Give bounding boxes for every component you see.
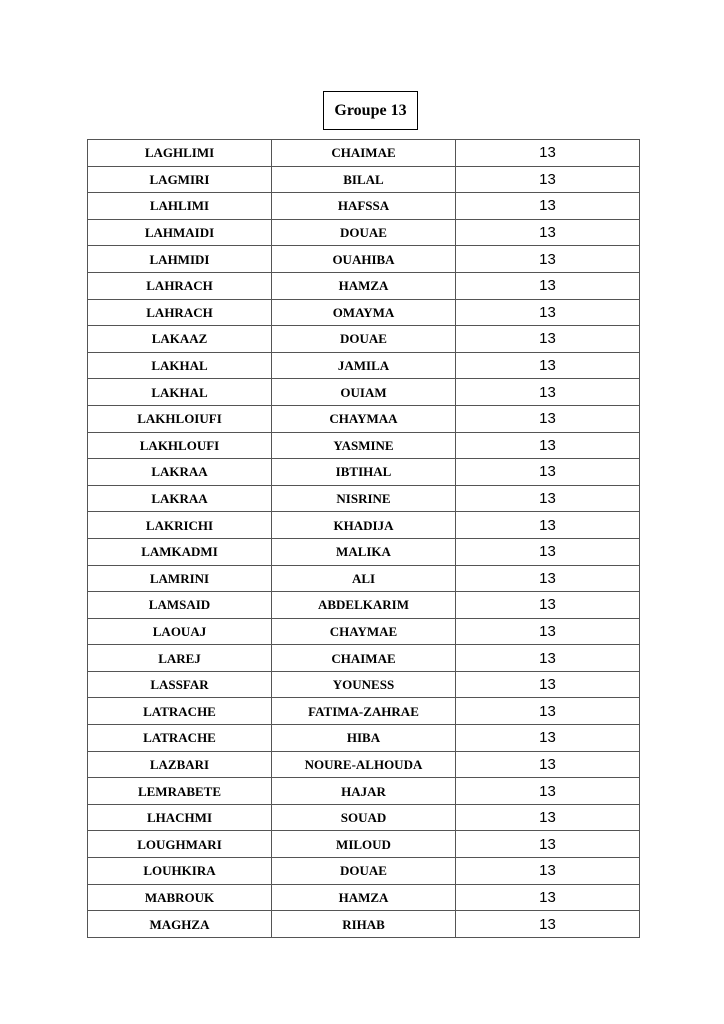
group-number-cell: 13	[456, 246, 640, 273]
first-name-cell: IBTIHAL	[272, 459, 456, 486]
first-name-cell: BILAL	[272, 166, 456, 193]
group-number-cell: 13	[456, 432, 640, 459]
table-row	[88, 565, 640, 592]
first-name-cell: NOURE-ALHOUDA	[272, 751, 456, 778]
first-name-cell: YOUNESS	[272, 671, 456, 698]
first-name-cell: RIHAB	[272, 911, 456, 938]
first-name-cell: OUIAM	[272, 379, 456, 406]
first-name-cell: YASMINE	[272, 432, 456, 459]
group-number-cell: 13	[456, 831, 640, 858]
table-row	[88, 166, 640, 193]
table-row	[88, 911, 640, 938]
last-name-cell: LATRACHE	[88, 698, 272, 725]
group-number-cell: 13	[456, 538, 640, 565]
first-name-cell: ALI	[272, 565, 456, 592]
table-row	[88, 432, 640, 459]
first-name-cell: JAMILA	[272, 352, 456, 379]
last-name-cell: LHACHMI	[88, 804, 272, 831]
last-name-cell: LAOUAJ	[88, 618, 272, 645]
group-number-cell: 13	[456, 884, 640, 911]
table-row	[88, 778, 640, 805]
last-name-cell: LAMSAID	[88, 592, 272, 619]
table-row	[88, 246, 640, 273]
group-number-cell: 13	[456, 671, 640, 698]
first-name-cell: KHADIJA	[272, 512, 456, 539]
first-name-cell: HAMZA	[272, 272, 456, 299]
table-row	[88, 884, 640, 911]
group-number-cell: 13	[456, 459, 640, 486]
table-row	[88, 831, 640, 858]
group-number-cell: 13	[456, 166, 640, 193]
group-number-cell: 13	[456, 485, 640, 512]
table-row	[88, 804, 640, 831]
first-name-cell: DOUAE	[272, 326, 456, 353]
last-name-cell: LAHRACH	[88, 272, 272, 299]
table-row	[88, 858, 640, 885]
last-name-cell: LOUHKIRA	[88, 858, 272, 885]
table-row	[88, 219, 640, 246]
last-name-cell: LAMKADMI	[88, 538, 272, 565]
group-number-cell: 13	[456, 698, 640, 725]
group-number-cell: 13	[456, 645, 640, 672]
first-name-cell: CHAYMAE	[272, 618, 456, 645]
group-number-cell: 13	[456, 219, 640, 246]
first-name-cell: HAFSSA	[272, 193, 456, 220]
group-number-cell: 13	[456, 778, 640, 805]
first-name-cell: HAJAR	[272, 778, 456, 805]
group-number-cell: 13	[456, 911, 640, 938]
group-number-cell: 13	[456, 804, 640, 831]
group-number-cell: 13	[456, 512, 640, 539]
last-name-cell: LAKHAL	[88, 352, 272, 379]
group-number-cell: 13	[456, 326, 640, 353]
table-row	[88, 645, 640, 672]
table-row	[88, 485, 640, 512]
group-number-cell: 13	[456, 565, 640, 592]
group-number-cell: 13	[456, 352, 640, 379]
first-name-cell: OUAHIBA	[272, 246, 456, 273]
first-name-cell: CHAYMAA	[272, 405, 456, 432]
first-name-cell: SOUAD	[272, 804, 456, 831]
last-name-cell: LAHLIMI	[88, 193, 272, 220]
group-number-cell: 13	[456, 618, 640, 645]
table-row	[88, 459, 640, 486]
table-row	[88, 326, 640, 353]
first-name-cell: DOUAE	[272, 219, 456, 246]
first-name-cell: OMAYMA	[272, 299, 456, 326]
first-name-cell: HAMZA	[272, 884, 456, 911]
page-title: Groupe 13	[323, 91, 418, 130]
last-name-cell: LAKAAZ	[88, 326, 272, 353]
first-name-cell: DOUAE	[272, 858, 456, 885]
group-number-cell: 13	[456, 379, 640, 406]
last-name-cell: LAHMIDI	[88, 246, 272, 273]
group-number-cell: 13	[456, 751, 640, 778]
last-name-cell: LATRACHE	[88, 725, 272, 752]
last-name-cell: LAKHLOIUFI	[88, 405, 272, 432]
group-number-cell: 13	[456, 858, 640, 885]
group-number-cell: 13	[456, 592, 640, 619]
table-row	[88, 512, 640, 539]
last-name-cell: LAKRICHI	[88, 512, 272, 539]
group-number-cell: 13	[456, 140, 640, 167]
first-name-cell: ABDELKARIM	[272, 592, 456, 619]
last-name-cell: LAKHLOUFI	[88, 432, 272, 459]
table-row	[88, 671, 640, 698]
first-name-cell: MALIKA	[272, 538, 456, 565]
group-number-cell: 13	[456, 193, 640, 220]
first-name-cell: CHAIMAE	[272, 140, 456, 167]
first-name-cell: FATIMA-ZAHRAE	[272, 698, 456, 725]
group-number-cell: 13	[456, 405, 640, 432]
last-name-cell: LASSFAR	[88, 671, 272, 698]
table-row	[88, 538, 640, 565]
last-name-cell: LAGMIRI	[88, 166, 272, 193]
first-name-cell: CHAIMAE	[272, 645, 456, 672]
table-row	[88, 140, 640, 167]
group-number-cell: 13	[456, 272, 640, 299]
table-row	[88, 379, 640, 406]
group-number-cell: 13	[456, 725, 640, 752]
last-name-cell: LAZBARI	[88, 751, 272, 778]
table-row	[88, 193, 640, 220]
last-name-cell: MABROUK	[88, 884, 272, 911]
table-row	[88, 272, 640, 299]
table-row	[88, 698, 640, 725]
table-row	[88, 405, 640, 432]
last-name-cell: LAKHAL	[88, 379, 272, 406]
table-row	[88, 751, 640, 778]
table-row	[88, 352, 640, 379]
last-name-cell: LAKRAA	[88, 485, 272, 512]
last-name-cell: LAKRAA	[88, 459, 272, 486]
last-name-cell: LEMRABETE	[88, 778, 272, 805]
last-name-cell: LOUGHMARI	[88, 831, 272, 858]
student-table	[87, 139, 640, 938]
table-row	[88, 299, 640, 326]
student-table-body	[88, 140, 640, 938]
last-name-cell: LAHMAIDI	[88, 219, 272, 246]
last-name-cell: LAGHLIMI	[88, 140, 272, 167]
last-name-cell: MAGHZA	[88, 911, 272, 938]
first-name-cell: NISRINE	[272, 485, 456, 512]
table-row	[88, 725, 640, 752]
last-name-cell: LAHRACH	[88, 299, 272, 326]
table-row	[88, 592, 640, 619]
last-name-cell: LAREJ	[88, 645, 272, 672]
group-number-cell: 13	[456, 299, 640, 326]
table-row	[88, 618, 640, 645]
last-name-cell: LAMRINI	[88, 565, 272, 592]
first-name-cell: HIBA	[272, 725, 456, 752]
first-name-cell: MILOUD	[272, 831, 456, 858]
